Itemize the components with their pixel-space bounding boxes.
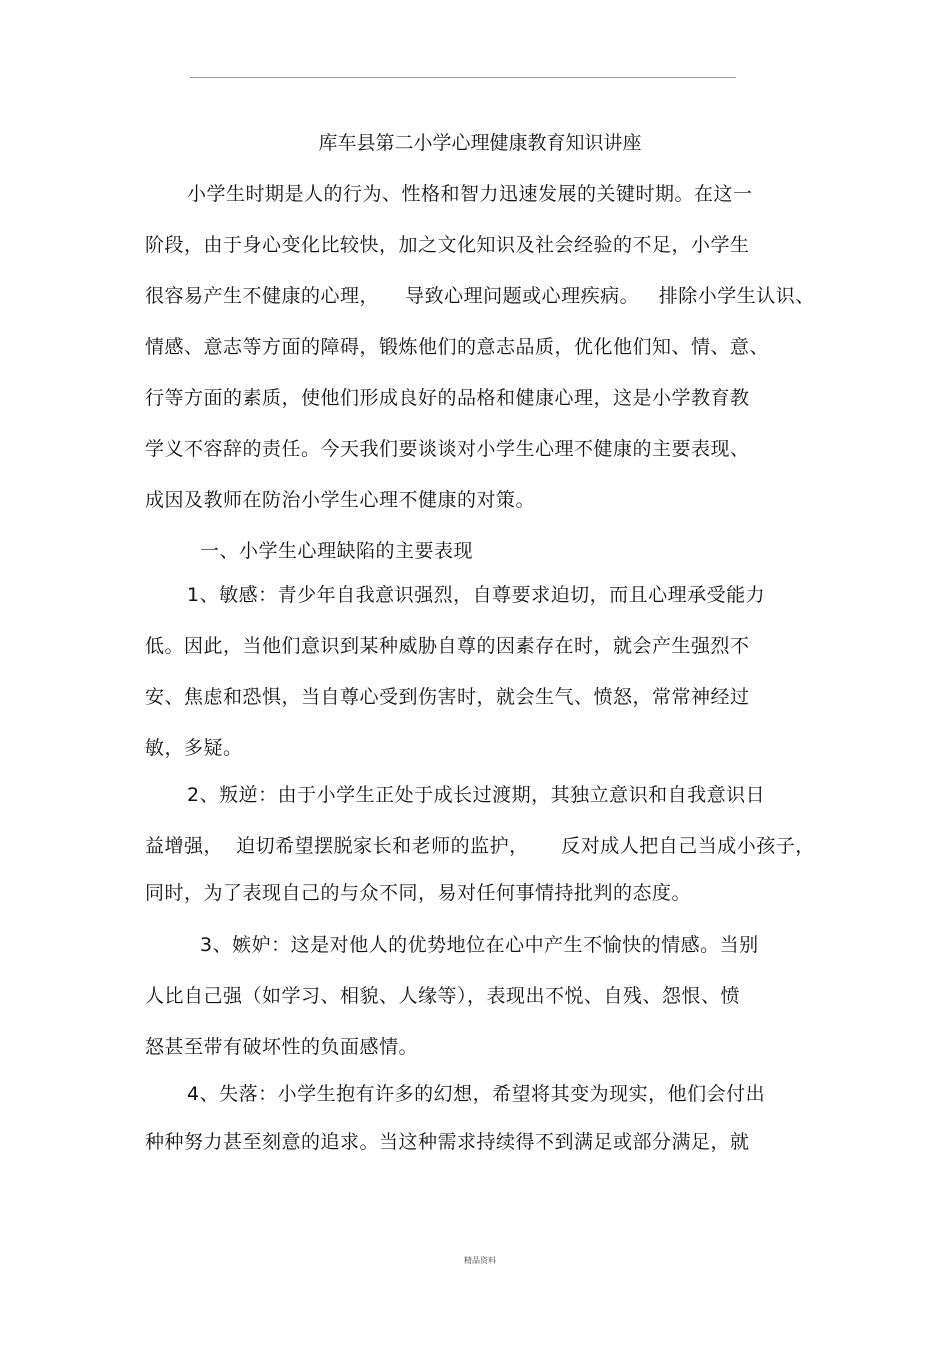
paragraph-line: 人比自己强（如学习、相貌、人缘等），表现出不悦、自残、怨恨、愤 [145, 985, 741, 1007]
paragraph-line: 很容易产生不健康的心理， 导致心理问题或心理疾病。 排除小学生认识、 [145, 285, 815, 307]
document-title: 库车县第二小学心理健康教育知识讲座 [318, 132, 642, 154]
paragraph-line: 小学生时期是人的行为、性格和智力迅速发展的关键时期。在这一 [187, 183, 753, 205]
paragraph-line: 成因及教师在防治小学生心理不健康的对策。 [145, 489, 536, 511]
paragraph-line: 安、焦虑和恐惧，当自尊心受到伤害时，就会生气、愤怒，常常神经过 [145, 686, 750, 708]
paragraph-line: 种种努力甚至刻意的追求。当这种需求持续得不到满足或部分满足，就 [145, 1131, 750, 1153]
paragraph-line: 行等方面的素质，使他们形成良好的品格和健康心理，这是小学教育教 [145, 387, 750, 409]
paragraph-line: 情感、意志等方面的障碍，锻炼他们的意志品质，优化他们知、情、意、 [145, 336, 770, 358]
paragraph-line: 2、叛逆：由于小学生正处于成长过渡期，其独立意识和自我意识日 [187, 784, 766, 806]
paragraph-line: 益增强， 迫切希望摆脱家长和老师的监护， 反对成人把自己当成小孩子， [145, 835, 815, 857]
section-heading: 一、小学生心理缺陷的主要表现 [200, 540, 474, 562]
page-footer: 精品资料 [464, 1256, 496, 1265]
paragraph-line: 阶段，由于身心变化比较快，加之文化知识及社会经验的不足，小学生 [145, 234, 750, 256]
paragraph-line: 3、嫉妒：这是对他人的优势地位在心中产生不愉快的情感。当别 [200, 934, 759, 956]
paragraph-line: 学义不容辞的责任。今天我们要谈谈对小学生心理不健康的主要表现、 [145, 438, 750, 460]
paragraph-line: 同时，为了表现自己的与众不同，易对任何事情持批判的态度。 [145, 882, 692, 904]
paragraph-line: 敏，多疑。 [145, 737, 243, 759]
paragraph-line: 1、敏感：青少年自我意识强烈，自尊要求迫切，而且心理承受能力 [187, 584, 766, 606]
paragraph-line: 低。因此，当他们意识到某种威胁自尊的因素存在时，就会产生强烈不 [145, 635, 750, 657]
paragraph-line: 4、失落：小学生抱有许多的幻想，希望将其变为现实，他们会付出 [187, 1083, 766, 1105]
paragraph-line: 怒甚至带有破坏性的负面感情。 [145, 1036, 419, 1058]
header-rule [190, 77, 736, 78]
